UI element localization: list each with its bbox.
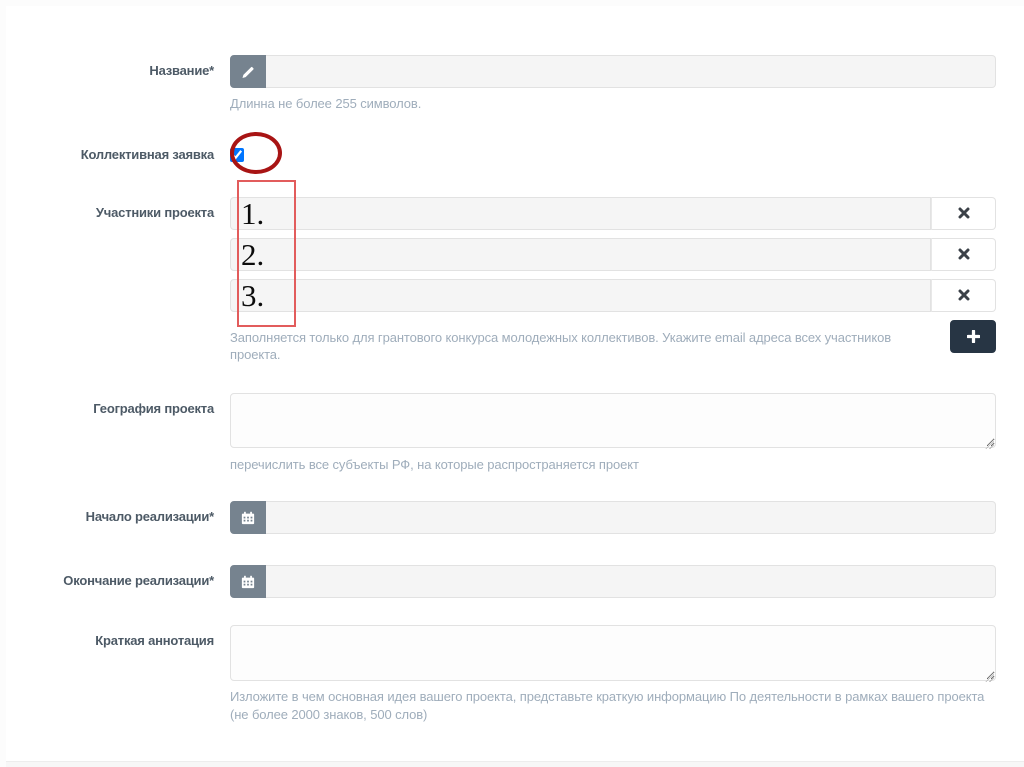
- end-date-input[interactable]: [266, 565, 996, 598]
- collective-field-row: [6, 145, 1024, 167]
- participant-row: [230, 197, 996, 230]
- participant-row: [230, 238, 996, 271]
- participant-row: [230, 279, 996, 312]
- start-date-label: Начало реализации*: [85, 509, 214, 525]
- add-participant-button[interactable]: [950, 320, 996, 353]
- participant-email-input-3[interactable]: [230, 279, 931, 312]
- x-icon: [958, 289, 970, 301]
- title-field-row: [6, 55, 1024, 113]
- project-form: [6, 6, 1024, 723]
- calendar-icon: [230, 501, 266, 534]
- geography-textarea[interactable]: [230, 393, 996, 448]
- calendar-icon: [230, 565, 266, 598]
- annotation-hint: Изложите в чем основная идея вашего проекта, представьте краткую информацию По деятельности в рамках вашего проекта (не более 2000 знаков, 500 слов): [230, 689, 985, 722]
- pencil-icon: [230, 55, 266, 88]
- annotation-number-1: 1.: [241, 196, 265, 231]
- end-date-label: Окончание реализации*: [63, 573, 214, 589]
- participants-hint: Заполняется только для грантового конкурса молодежных коллективов. Укажите email адреса всех участников проекта.: [230, 329, 892, 363]
- title-input[interactable]: [266, 55, 996, 88]
- remove-participant-button-2[interactable]: [931, 238, 996, 271]
- geography-field-row: [6, 393, 1024, 474]
- end-date-field-row: [6, 565, 1024, 598]
- remove-participant-button-1[interactable]: [931, 197, 996, 230]
- bottom-edge-strip: [6, 761, 1024, 767]
- geography-label: География проекта: [93, 400, 214, 416]
- title-label: Название*: [149, 63, 214, 78]
- annotation-number-3: 3.: [241, 278, 265, 313]
- collective-checkbox[interactable]: [230, 148, 244, 162]
- geography-hint: перечислить все субъекты РФ, на которые распространяется проект: [230, 456, 639, 472]
- annotation-label: Краткая аннотация: [95, 633, 214, 649]
- start-date-field-row: [6, 501, 1024, 534]
- annotation-field-row: [6, 625, 1024, 723]
- participant-email-input-1[interactable]: [230, 197, 931, 230]
- participant-email-input-2[interactable]: [230, 238, 931, 271]
- x-icon: [958, 248, 970, 260]
- start-date-input[interactable]: [266, 501, 996, 534]
- title-hint: Длинна не более 255 символов.: [230, 96, 422, 111]
- remove-participant-button-3[interactable]: [931, 279, 996, 312]
- plus-icon: [967, 330, 980, 343]
- x-icon: [958, 207, 970, 219]
- annotation-number-2: 2.: [241, 237, 265, 272]
- participants-label: Участники проекта: [95, 204, 214, 220]
- annotation-textarea[interactable]: [230, 625, 996, 681]
- collective-label: Коллективная заявка: [80, 146, 214, 162]
- participants-field-row: [6, 197, 1024, 364]
